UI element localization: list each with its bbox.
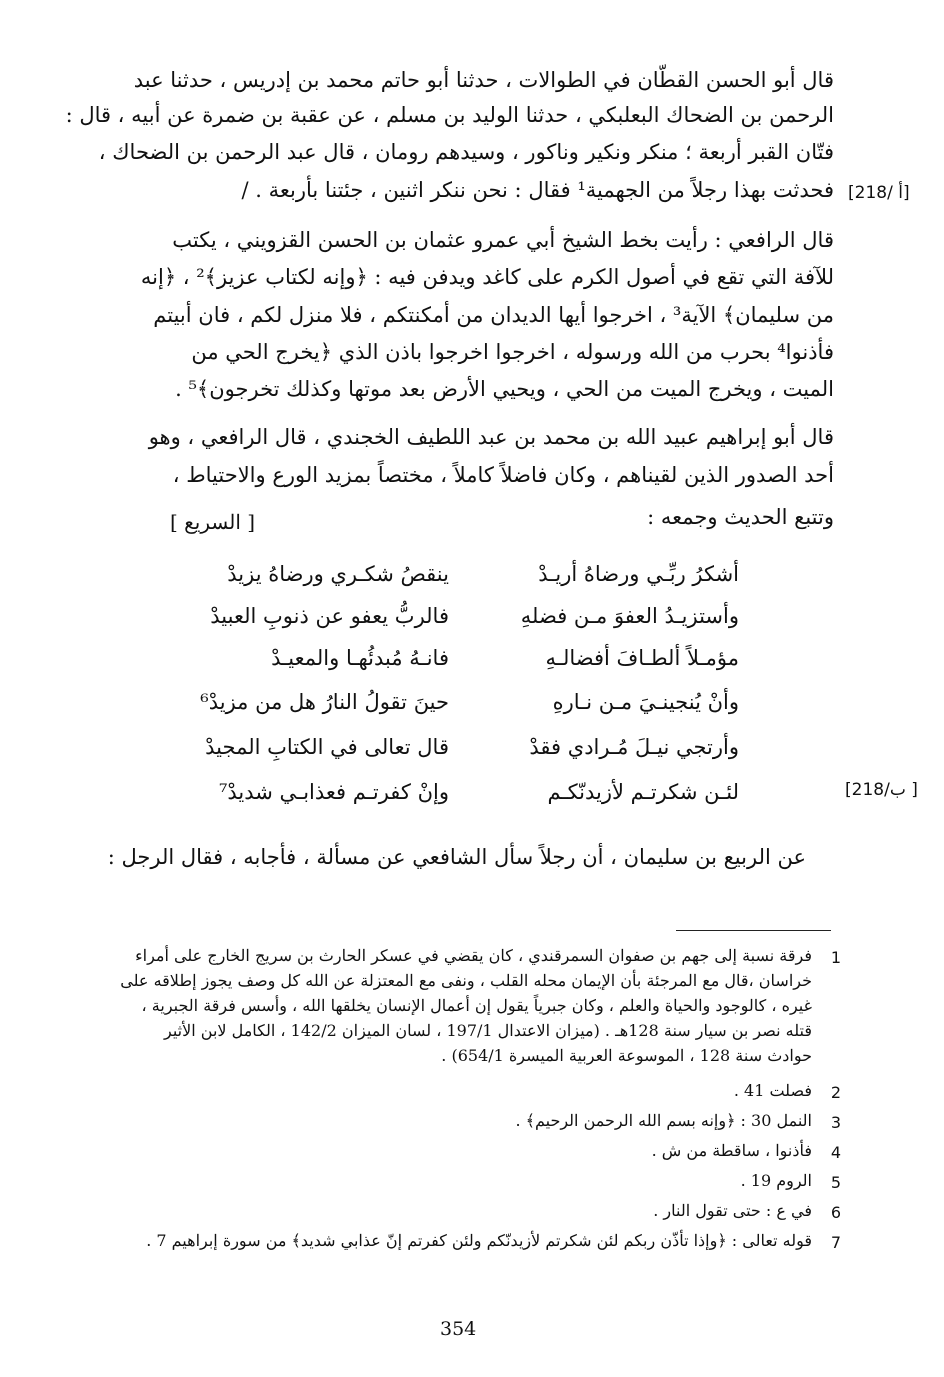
body-line: أحد الصدور الذين لقيناهم ، وكان فاضلاً كاملاً ، مختصاً بمزيد الورع والاحتياط ،: [172, 463, 834, 487]
margin-folio-note: [218/ أ]: [848, 183, 910, 203]
footnote-number: 7: [830, 1233, 841, 1252]
body-line: فأذنوا⁴ بحرب من الله ورسوله ، اخرجوا اخرجوا باذن الذي ﴿يخرج الحي من: [191, 340, 834, 364]
verse-second-hemistich: فانـهُ مُبدئُهـا والمعيـدْ: [271, 646, 449, 670]
body-line: وتتبع الحديث وجمعه :: [647, 505, 834, 529]
footnote-line: الروم 19 .: [740, 1171, 812, 1190]
body-line: الميت ، ويخرج الميت من الحي ، ويحيي الأرض بعد موتها وكذلك تخرجون﴾⁵ .: [175, 377, 834, 401]
footnote-line: حوادث سنة 128 ، الموسوعة العربية الميسرة 654/1) .: [441, 1046, 812, 1065]
footnote-number: 2: [830, 1083, 841, 1102]
footnote-line: غيره ، كالوجود والحياة والعلم ، وكان جبرياً يقول إن أعمال الإنسان يخلقها الله ، وأسس فرقة الجبرية ،: [141, 996, 812, 1015]
body-line: عن الربيع بن سليمان ، أن رجلاً سأل الشافعي عن مسألة ، فأجابه ، فقال الرجل :: [107, 845, 806, 869]
footnote-number: 6: [830, 1203, 841, 1222]
body-line: من سليمان﴾ الآية³ ، اخرجوا أيها الديدان من أمكنتكم ، فلا منزل لكم ، فان أبيتم: [153, 303, 834, 327]
footnote-line: قوله تعالى : ﴿وإذا تأذّن ربكم لئن شكرتم لأزيدنّكم ولئن كفرتم إنّ عذابي شديد﴾ من سورة إبراهيم 7 .: [146, 1231, 812, 1250]
verse-first-hemistich: لئـن شكرتـم لأزيدنّكـم: [547, 780, 739, 804]
body-line: فتّان القبر أربعة ؛ منكر ونكير وناكور ، وسيدهم رومان ، قال عبد الرحمن بن الضحاك ،: [98, 140, 834, 164]
footnote-number: 5: [830, 1173, 841, 1192]
footnote-line: في ع : حتى تقول النار .: [653, 1201, 812, 1220]
metre-label: [ السريع ]: [170, 510, 256, 534]
footnote-number: 3: [830, 1113, 841, 1132]
verse-first-hemistich: مؤمـلاً ألطـافَ أفضالـهِ: [545, 646, 739, 670]
body-line: قال أبو إبراهيم عبيد الله بن محمد بن عبد اللطيف الخجندي ، قال الرافعي ، وهو: [148, 425, 834, 449]
footnote-line: خراسان ،قال مع المرجئة بأن الإيمان محله القلب ، ونفى مع المعتزلة عن الله كل وصف يجوز إطلاقه على: [120, 971, 812, 990]
margin-folio-note: [218/ب ]: [845, 780, 918, 800]
footnote-number: 4: [830, 1143, 841, 1162]
verse-first-hemistich: أشكرُ ربِّـي ورضاهُ أريـدْ: [538, 562, 739, 586]
verse-second-hemistich: فالربُّ يعفو عن ذنوبِ العبيدْ: [210, 604, 449, 628]
verse-first-hemistich: وأستزيـدُ العفوَ مـن فضلهِ: [520, 604, 739, 628]
verse-second-hemistich: قال تعالى في الكتابِ المجيدْ: [205, 735, 449, 759]
verse-second-hemistich: ينقصُ شكـري ورضاهُ يزيدْ: [227, 562, 449, 586]
body-line: للآفة التي تقع في أصول الكرم على كاغد ويدفن فيه : ﴿وإنه لكتاب عزيز﴾² ، ﴿إنه: [140, 265, 834, 289]
footnote-line: قتله نصر بن سيار سنة 128هـ . (ميزان الاعتدال 197/1 ، لسان الميزان 142/2 ، الكامل لابن الأثير: [164, 1021, 812, 1040]
footnote-number: 1: [830, 948, 841, 967]
page-number: 354: [440, 1318, 477, 1340]
verse-first-hemistich: وأرتجي نيـلَ مُـرادي فقدْ: [529, 735, 739, 759]
footnote-line: فأذنوا ، ساقطة من ش .: [651, 1141, 812, 1160]
verse-second-hemistich: وإنْ كفرتـم فعذابـي شديدْ⁷: [218, 780, 449, 804]
footnote-separator: [676, 930, 831, 931]
footnote-line: النمل 30 : ﴿وإنه بسم الله الرحمن الرحيم﴾ .: [515, 1111, 812, 1130]
verse-first-hemistich: وأنْ يُنجينـيَ مـن نـارهِ: [552, 690, 739, 714]
footnote-line: فصلت 41 .: [733, 1081, 812, 1100]
body-line: فحدثت بهذا رجلاً من الجهمية¹ فقال : نحن ننكر اثنين ، جئتنا بأربعة . /: [241, 178, 834, 202]
body-line: قال أبو الحسن القطّان في الطوالات ، حدثنا أبو حاتم محمد بن إدريس ، حدثنا عبد: [133, 68, 834, 92]
verse-second-hemistich: حينَ تقولُ النارُ هل من مزيدْ⁶: [200, 690, 449, 714]
body-line: الرحمن بن الضحاك البعلبكي ، حدثنا الوليد بن مسلم ، عن عقبة بن ضمرة عن أبيه ، قال :: [65, 103, 834, 127]
footnote-line: فرقة نسبة إلى جهم بن صفوان السمرقندي ، كان يقضي في عسكر الحارث بن سريج الخارج على أمراء: [135, 946, 812, 965]
body-line: قال الرافعي : رأيت بخط الشيخ أبي عمرو عثمان بن الحسن القزويني ، يكتب: [172, 228, 834, 252]
